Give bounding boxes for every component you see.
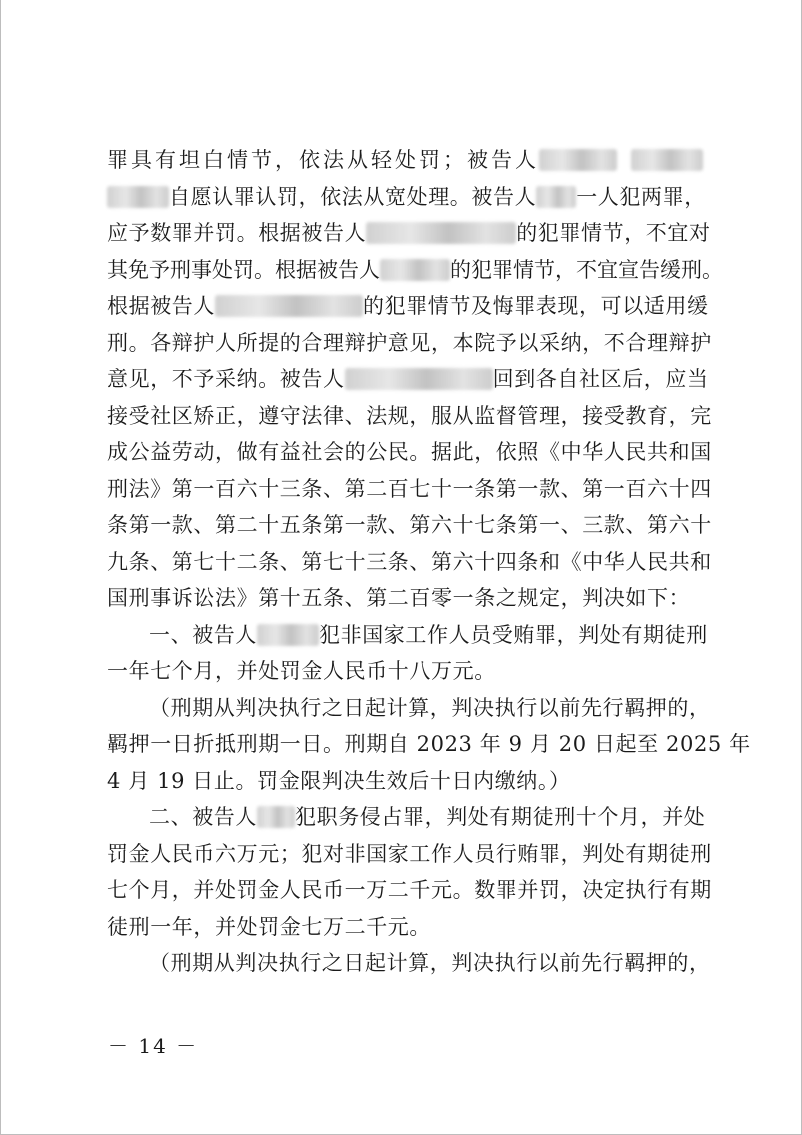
text-segment: 的犯罪情节，不宜对 (516, 221, 711, 245)
text-segment: 二、被告人 (149, 805, 257, 829)
text-segment: 一、被告人 (149, 622, 257, 647)
text-line: 条第一款、第二十五条第一款、第六十七条第一、三款、第六十 (107, 513, 712, 537)
text-line (107, 215, 711, 252)
text-line: 九条、第七十二条、第七十三条、第六十四条和《中华人民共和 (107, 549, 712, 574)
text-segment: 的犯罪情节及悔罪表现，可以适用缓 (363, 294, 709, 318)
redacted-name (345, 368, 493, 390)
text-line: 4 月 19 日止。罚金限判决生效后十日内缴纳。） (107, 768, 571, 793)
redacted-name (631, 149, 703, 171)
text-line (107, 617, 708, 654)
text-line: （刑期从判决执行之日起计算，判决执行以前先行羁押的， (149, 951, 711, 975)
text-segment: 一人犯两罪， (576, 184, 706, 209)
text-line: 刑。各辩护人所提的合理辩护意见，本院予以采纳，不合理辩护 (107, 330, 712, 355)
text-segment: 意见，不予采纳。被告人 (107, 367, 345, 391)
text-line: 七个月，并处罚金人民币一万二千元。数罪并罚，决定执行有期 (107, 878, 712, 902)
text-segment: 根据被告人 (107, 294, 215, 318)
text-line: 徒刑一年，并处罚金七万二千元。 (107, 914, 431, 939)
text-line: 罚金人民币六万元；犯对非国家工作人员行贿罪，判处有期徒刑 (107, 841, 712, 866)
text-line (107, 252, 723, 289)
redacted-name (539, 149, 617, 171)
redacted-name (536, 186, 576, 208)
text-segment: 犯非国家工作人员受贿罪，判处有期徒刑 (319, 622, 708, 647)
text-segment: 其免予刑事处罚。根据被告人 (107, 257, 380, 282)
redacted-name (380, 259, 450, 281)
redacted-name (215, 295, 363, 317)
text-segment: 回到各自社区后，应当 (492, 367, 709, 391)
page-number: － 14 － (108, 1034, 199, 1058)
judgment-body-text (107, 142, 751, 982)
text-line: 接受社区矫正，遵守法律、法规，服从监督管理，接受教育，完 (107, 403, 712, 428)
text-line: 成公益劳动，做有益社会的公民。据此，依照《中华人民共和国 (107, 440, 712, 464)
text-segment: 的犯罪情节，不宜宣告缓刑。 (450, 257, 723, 282)
text-segment: 犯职务侵占罪，判处有期徒刑十个月，并处 (295, 805, 706, 829)
text-segment: 罪具有坦白情节，依法从轻处罚；被告人 (107, 148, 539, 172)
text-line: 刑法》第一百六十三条、第二百七十一条第一款、第一百六十四 (107, 476, 712, 501)
text-line (107, 799, 706, 836)
text-line: （刑期从判决执行之日起计算，判决执行以前先行羁押的， (149, 695, 711, 720)
text-line (107, 361, 709, 398)
redacted-name (107, 186, 169, 208)
text-line (107, 179, 706, 216)
text-line: 羁押一日折抵刑期一日。刑期自 2023 年 9 月 20 日起至 2025 年 (107, 732, 751, 756)
redacted-name (257, 624, 319, 646)
text-segment: 应予数罪并罚。根据被告人 (107, 221, 367, 245)
redacted-name (366, 222, 516, 244)
text-line: 一年七个月，并处罚金人民币十八万元。 (107, 659, 496, 683)
text-line (107, 288, 709, 325)
redacted-name (257, 806, 295, 828)
text-line (107, 142, 703, 179)
text-line: 国刑事诉讼法》第十五条、第二百零一条之规定，判决如下： (107, 586, 691, 610)
text-segment: 自愿认罪认罚，依法从宽处理。被告人 (169, 184, 537, 209)
